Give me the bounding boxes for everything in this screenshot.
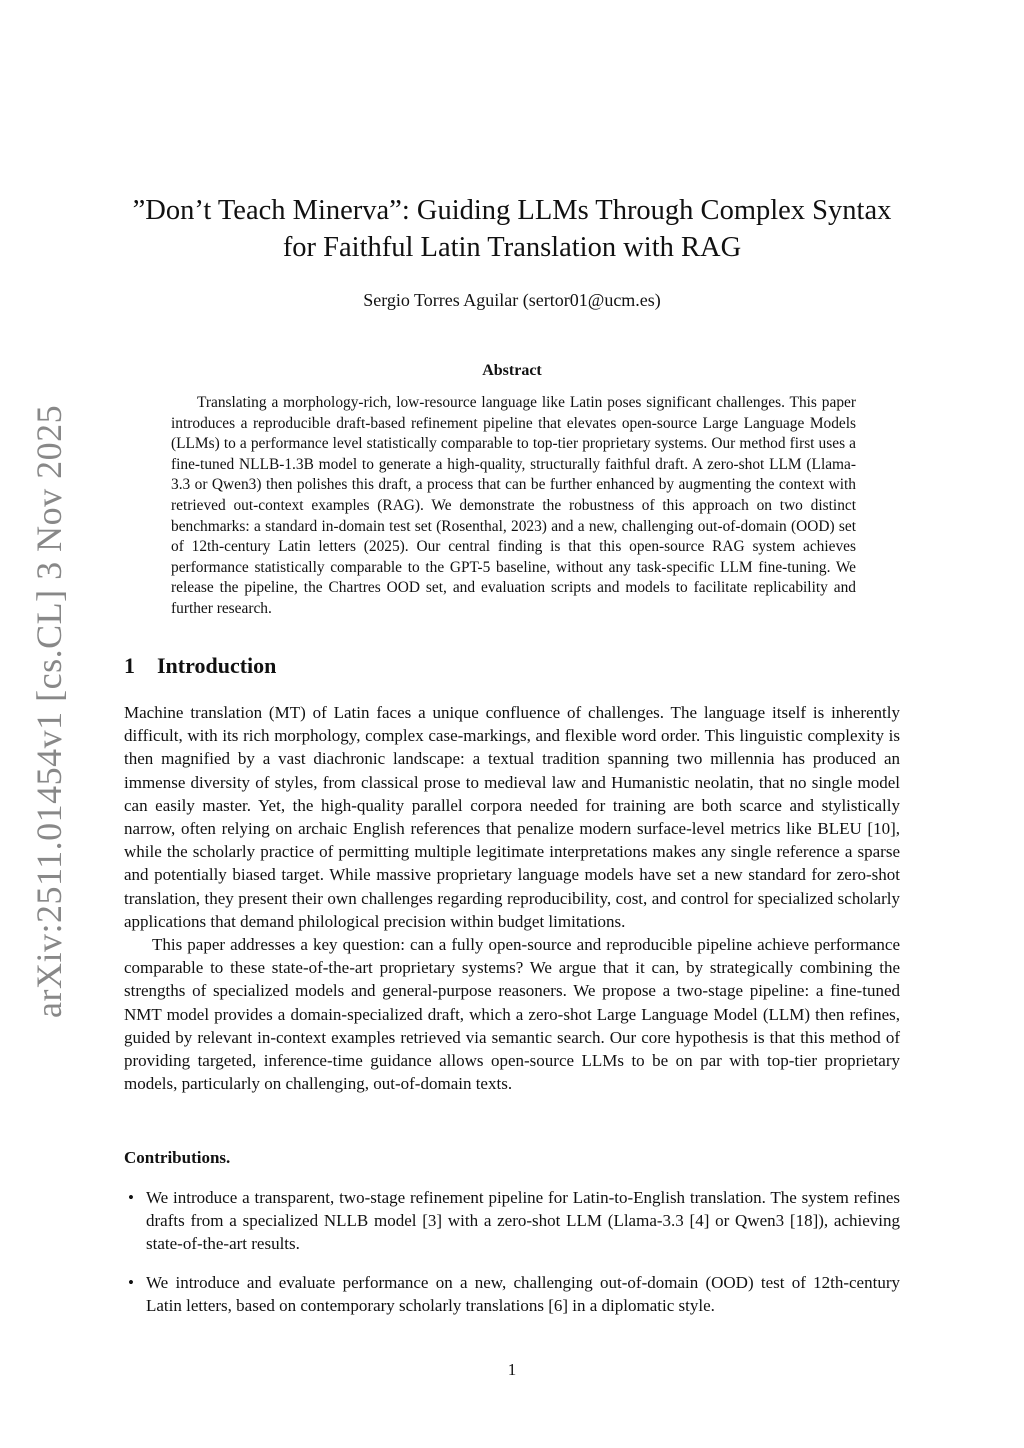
arxiv-identifier: arXiv:2511.01454v1 [cs.CL] 3 Nov 2025 (29, 404, 69, 1018)
contributions-list (124, 1186, 900, 1332)
section-number: 1 (124, 653, 135, 678)
abstract-paragraph: Translating a morphology-rich, low-resource language like Latin poses significant challenges. This paper introduces a reproducible draft-based refinement pipeline that elevates open-source Large Language Models (LLMs) to a performance level statistically comparable to top-tier proprietary systems. Our method first uses a fine-tuned NLLB-1.3B model to generate a high-quality, structurally faithful draft. A zero-shot LLM (Llama-3.3 or Qwen3) then polishes this draft, a process that can be further enhanced by augmenting the context with retrieved out-context examples (RAG). We demonstrate the robustness of this approach on two distinct benchmarks: a standard in-domain test set (Rosenthal, 2023) and a new, challenging out-of-domain (OOD) set of 12th-century Latin letters (2025). Our central finding is that this open-source RAG system achieves performance statistically comparable to the GPT-5 baseline, without any task-specific LLM fine-tuning. We release the pipeline, the Chartres OOD set, and evaluation scripts and models to facilitate replicability and further research. (171, 394, 856, 617)
introduction-body (124, 701, 900, 1095)
list-item (124, 1271, 900, 1317)
author-line: Sergio Torres Aguilar (sertor01@ucm.es) (363, 290, 661, 310)
page-number: 1 (507, 1360, 517, 1379)
list-item (124, 1186, 900, 1256)
section-title: Introduction (157, 653, 277, 678)
bullet-icon: • (128, 1272, 134, 1292)
contributions-heading: Contributions. (124, 1148, 231, 1167)
abstract-heading: Abstract (482, 362, 542, 379)
list-item-text: We introduce a transparent, two-stage refinement pipeline for Latin-to-English translation. The system refines drafts from a specialized NLLB model [3] with a zero-shot LLM (Llama-3.3 [4] or Qwen3 [18]), achieving state-of-the-art results. (146, 1188, 900, 1254)
abstract-body (171, 393, 856, 620)
section-heading-introduction (124, 653, 276, 679)
paper-title-line-1: ”Don’t Teach Minerva”: Guiding LLMs Through Complex Syntax (132, 195, 892, 226)
list-item-text: We introduce and evaluate performance on a new, challenging out-of-domain (OOD) test of 12th-century Latin letters, based on contemporary scholarly translations [6] in a diplomatic style. (146, 1272, 900, 1315)
paper-title (100, 192, 924, 266)
introduction-paragraph-1: Machine translation (MT) of Latin faces a unique confluence of challenges. The language itself is inherently difficult, with its rich morphology, complex case-markings, and flexible word order. This linguistic complexity is then magnified by a vast diachronic landscape: a textual tradition spanning two millennia has produced an immense diversity of styles, from classical prose to medieval law and Humanistic neolatin, that no single model can easily master. Yet, the high-quality parallel corpora needed for training are both scarce and stylistically narrow, often relying on archaic English references that penalize modern surface-level metrics like BLEU [10], while the scholarly practice of permitting multiple legitimate interpretations makes any single reference a sparse and potentially biased target. While massive proprietary language models have set a new standard for zero-shot translation, they present their own challenges regarding reproducibility, cost, and control for specialized scholarly applications that demand philological precision within budget limitations. (124, 703, 900, 931)
bullet-icon: • (128, 1188, 134, 1207)
paper-title-line-2: for Faithful Latin Translation with RAG (282, 232, 742, 263)
introduction-paragraph-2: This paper addresses a key question: can a fully open-source and reproducible pipeline achieve performance comparable to these state-of-the-art proprietary systems? We argue that it can, by strategically combining the strengths of specialized models and general-purpose reasoners. We propose a two-stage pipeline: a fine-tuned NMT model provides a domain-specialized draft, which a zero-shot Large Language Model (LLM) then refines, guided by relevant in-context examples retrieved via semantic search. Our core hypothesis is that this method of providing targeted, inference-time guidance allows open-source LLMs to be on par with top-tier proprietary models, particularly on challenging, out-of-domain texts. (124, 935, 900, 1094)
